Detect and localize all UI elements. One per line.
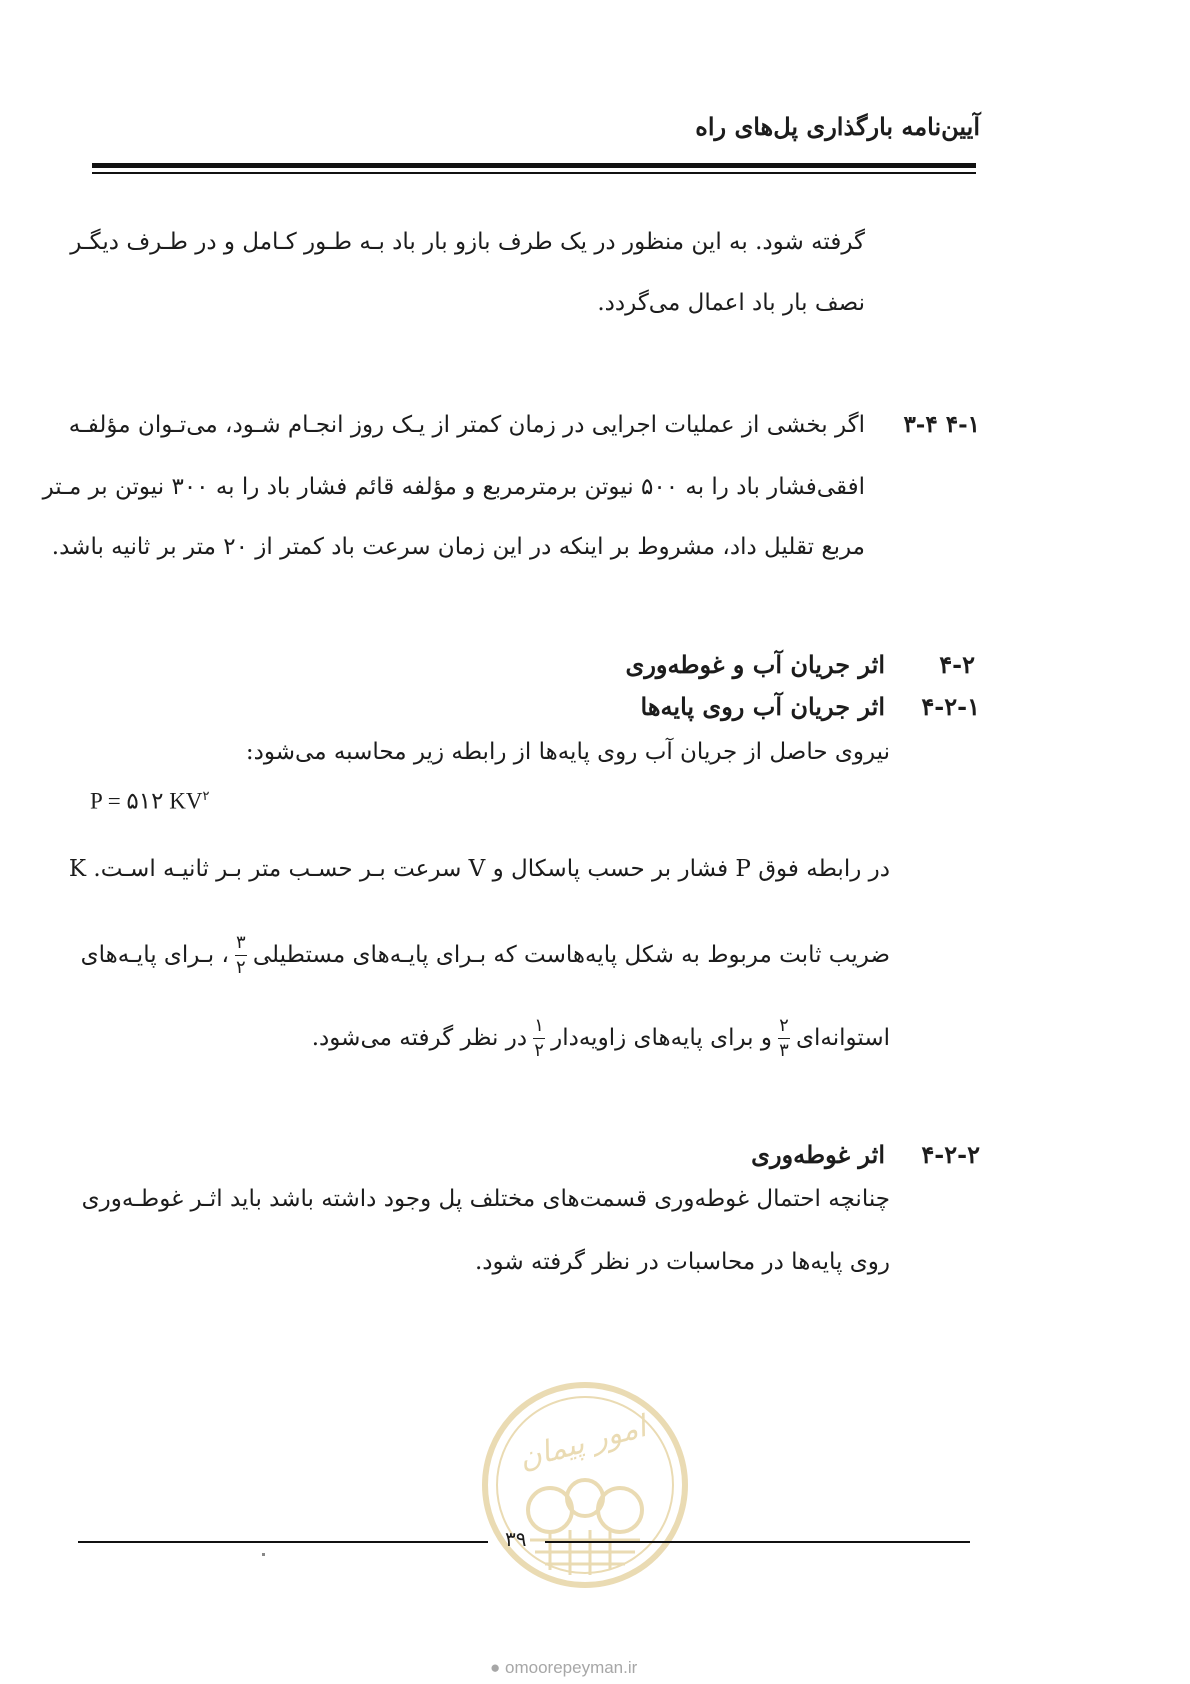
explain-line-2-end: ، بـرای پایـه‌های [80,942,229,968]
explain-line-3-middle: و برای پایه‌های زاویه‌دار [551,1025,772,1051]
para2-line-3: مربع تقلیل داد، مشروط بر اینکه در این زمان سرعت باد کمتر از ۲۰ متر بر ثانیه باشد. [51,534,865,560]
fraction-bar [533,1038,545,1039]
website-watermark [490,1658,637,1678]
header-rule-thick [92,163,976,168]
explain-line-3-start: استوانه‌ای [796,1025,890,1051]
section-4-2-2-line-2: روی پایه‌ها در محاسبات در نظر گرفته شود. [475,1249,890,1275]
fraction-angular-num: ۱ [534,1014,544,1036]
header-rule-thin [92,172,976,174]
section-4-2-title: اثر جریان آب و غوطه‌وری [625,650,885,679]
footer-rule-left [78,1541,488,1543]
section-4-2-1-title: اثر جریان آب روی پایه‌ها [640,692,885,721]
formula-exponent: ۲ [202,788,210,803]
para1-line-1: گرفته شود. به این منظور در یک طرف بازو بار باد بـه طـور کـامل و در طـرف دیگـر [70,229,865,255]
formula-pressure [90,788,209,815]
para2-line-2: افقی‌فشار باد را به ۵۰۰ نیوتن برمترمربع و مؤلفه قائم فشار باد را به ۳۰۰ نیوتن بر مـتر [42,474,865,500]
explain-line-1: در رابطه فوق P فشار بر حسب پاسکال و V سرعت بـر حسـب متر بـر ثانیـه اسـت. K [68,856,890,882]
fraction-bar [235,955,247,956]
page-number: ۳۹ [505,1527,527,1551]
fraction-angular [533,1016,545,1061]
fraction-angular-den: ۲ [534,1039,544,1061]
formula-main: P = ۵۱۲ KV [90,788,203,814]
section-4-2-1-intro: نیروی حاصل از جریان آب روی پایه‌ها از رابطه زیر محاسبه می‌شود: [245,739,890,765]
scan-speck [262,1553,265,1556]
section-4-2-2-number: ۴-۲-۲ [921,1140,980,1169]
para2-number: ۴-۱ ۳-۴ [903,411,980,438]
fraction-cylindrical [778,1016,790,1061]
para1-line-2: نصف بار باد اعمال می‌گردد. [597,290,865,316]
explain-line-3-end: در نظر گرفته می‌شود. [311,1025,528,1051]
section-4-2-1-number: ۴-۲-۱ [921,692,980,721]
section-4-2-2-title: اثر غوطه‌وری [751,1140,885,1169]
fraction-rectangular-num: ۳ [236,931,246,953]
fraction-cylindrical-num: ۲ [779,1014,789,1036]
explain-line-3 [312,1003,890,1073]
fraction-rectangular [235,933,247,978]
footer-rule-right [545,1541,970,1543]
explain-line-2 [82,920,890,990]
explain-line-2-start: ضریب ثابت مربوط به شکل پایه‌هاست که بـرای پایـه‌های مستطیلی [252,942,890,968]
section-4-2-2-line-1: چنانچه احتمال غوطه‌وری قسمت‌های مختلف پل وجود داشته باشد باید اثـر غوطـه‌وری [81,1186,890,1212]
watermark-stamp [480,1380,690,1590]
fraction-cylindrical-den: ۳ [779,1039,789,1061]
watermark-text: امور پیمان [515,1409,650,1477]
running-header-title: آیین‌نامه بارگذاری پل‌های راه [695,112,980,141]
fraction-rectangular-den: ۲ [236,956,246,978]
website-text: omoorepeyman.ir [505,1658,638,1677]
para2-line-1: اگر بخشی از عملیات اجرایی در زمان کمتر از یـک روز انجـام شـود، می‌تـوان مؤلفـه [68,412,865,438]
section-4-2-number: ۴-۲ [939,650,975,679]
globe-icon: ● [490,1658,501,1677]
fraction-bar [778,1038,790,1039]
